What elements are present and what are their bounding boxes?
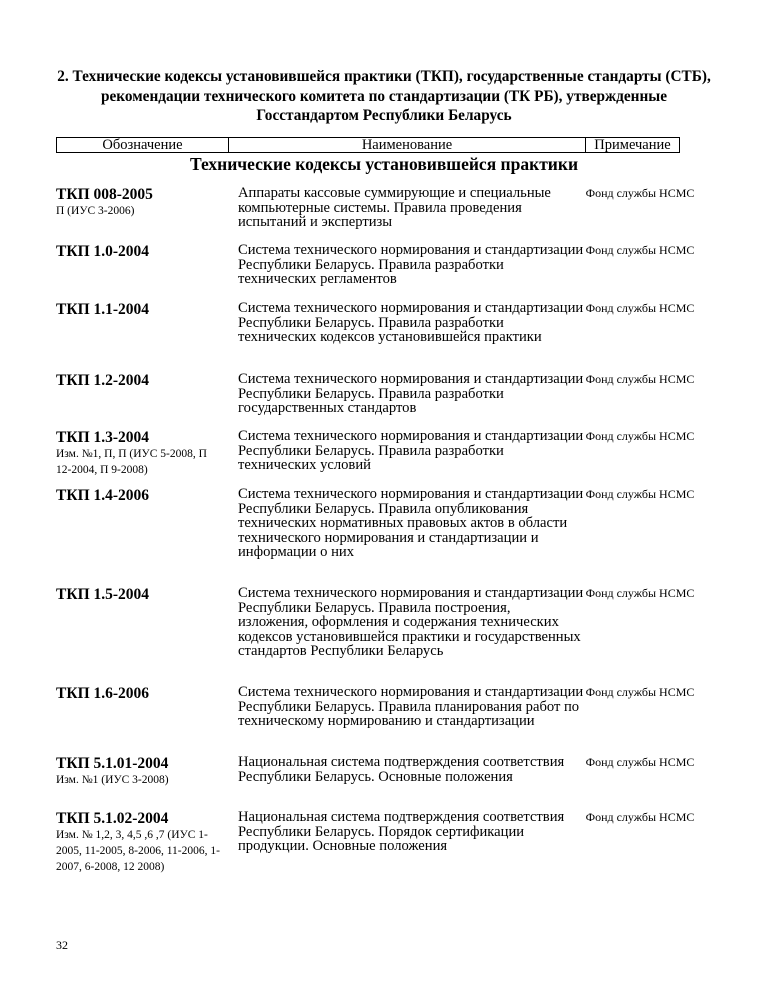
entry-code-cell: [56, 685, 238, 702]
entry-code-cell: [56, 429, 238, 478]
entry-code-cell: [56, 586, 238, 603]
entry-code-cell: [56, 243, 238, 260]
entry-code-cell: [56, 487, 238, 504]
entry-row: [56, 755, 696, 810]
entry-code-cell: [56, 301, 238, 318]
entry-note: Фонд службы НСМС: [585, 586, 695, 600]
entry-note: Фонд службы НСМС: [585, 487, 695, 501]
entry-name: Аппараты кассовые суммирующие и специальные компьютерные системы. Правила проведения испытаний и экспертизы: [238, 185, 551, 231]
entry-note: Фонд службы НСМС: [585, 243, 695, 257]
entry-note: Фонд службы НСМС: [585, 810, 695, 824]
column-header-name: Наименование: [229, 138, 586, 153]
entry-row: [56, 429, 696, 487]
entry-row: [56, 186, 696, 243]
column-header-note: Примечание: [586, 138, 680, 153]
entry-row: [56, 243, 696, 301]
entry-note: Фонд службы НСМС: [585, 755, 695, 769]
entry-name: Национальная система подтверждения соответствия Республики Беларусь. Основные положения: [238, 754, 565, 785]
page-number: 32: [56, 938, 68, 952]
entry-code: ТКП 1.2-2004: [56, 372, 150, 389]
entry-code-cell: [56, 372, 238, 389]
document-heading: 2. Технические кодексы установившейся практики (ТКП), государственные стандарты (СТБ), рекомендации технического комитета по стандартизации (ТК РБ), утвержденные Госстандартом Республики Беларусь: [57, 68, 711, 124]
column-header-designation: Обозначение: [57, 138, 229, 153]
entry-note: Фонд службы НСМС: [585, 685, 695, 699]
entry-code: ТКП 5.1.02-2004: [56, 810, 169, 827]
entry-code: ТКП 1.6-2006: [56, 685, 150, 702]
column-header-table: [56, 137, 680, 153]
entry-name: Система технического нормирования и стандартизации Республики Беларусь. Правила разработки технических кодексов установившейся практики: [238, 300, 584, 346]
entry-name: Система технического нормирования и стандартизации Республики Беларусь. Правила разработки технических условий: [238, 428, 584, 474]
entry-note: Фонд службы НСМС: [585, 429, 695, 443]
entry-name: Система технического нормирования и стандартизации Республики Беларусь. Правила разработки государственных стандартов: [238, 371, 584, 417]
entry-note: Фонд службы НСМС: [585, 186, 695, 200]
entry-row: [56, 586, 696, 685]
entry-code: ТКП 1.4-2006: [56, 487, 150, 504]
entry-code-cell: [56, 186, 238, 219]
entry-name: Система технического нормирования и стандартизации Республики Беларусь. Правила построения, изложения, оформления и содержания технических кодексов установившейся практики и государственных стандартов Республики Беларусь: [238, 585, 584, 660]
entry-amendments: Изм. №1 (ИУС 3-2008): [56, 774, 169, 786]
entry-code: ТКП 1.3-2004: [56, 429, 150, 446]
entry-amendments: Изм. №1, П, П (ИУС 5-2008, П 12-2004, П 9-2008): [56, 448, 207, 476]
entry-name: Система технического нормирования и стандартизации Республики Беларусь. Правила разработки технических регламентов: [238, 242, 584, 288]
entry-amendments: П (ИУС 3-2006): [56, 205, 135, 217]
entry-code-cell: [56, 810, 238, 875]
entry-name: Система технического нормирования и стандартизации Республики Беларусь. Правила планирования работ по техническому нормированию и стандартизации: [238, 684, 584, 730]
entries-list: [56, 186, 696, 895]
entry-code: ТКП 008-2005: [56, 186, 153, 203]
entry-code: ТКП 1.5-2004: [56, 586, 150, 603]
entry-row: [56, 487, 696, 586]
entry-row: [56, 810, 696, 895]
entry-note: Фонд службы НСМС: [585, 301, 695, 315]
entry-name: Национальная система подтверждения соответствия Республики Беларусь. Порядок сертификации продукции. Основные положения: [238, 809, 565, 855]
entry-name: Система технического нормирования и стандартизации Республики Беларусь. Правила опубликования технических нормативных правовых актов в области технического нормирования и стандартизации и информации о них: [238, 486, 584, 561]
entry-code: ТКП 1.0-2004: [56, 243, 150, 260]
entry-amendments: Изм. № 1,2, 3, 4,5 ,6 ,7 (ИУС 1-2005, 11-2005, 8-2006, 11-2006, 1-2007, 6-2008, 12 2008): [56, 829, 220, 873]
entry-row: [56, 685, 696, 755]
entry-row: [56, 301, 696, 372]
section-title: Технические кодексы установившейся практики: [189, 154, 579, 174]
entry-code-cell: [56, 755, 238, 788]
entry-code: ТКП 5.1.01-2004: [56, 755, 169, 772]
entry-note: Фонд службы НСМС: [585, 372, 695, 386]
entry-code: ТКП 1.1-2004: [56, 301, 150, 318]
entry-row: [56, 372, 696, 429]
